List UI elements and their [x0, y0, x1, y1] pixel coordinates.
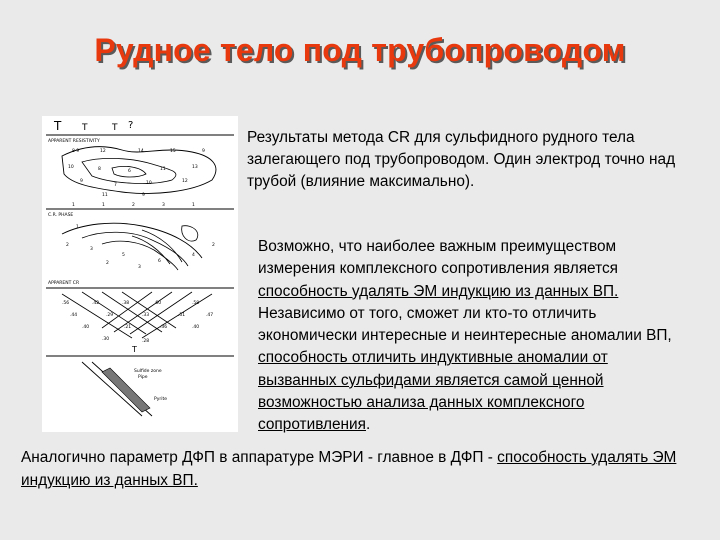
- svg-text:.60: .60: [154, 301, 162, 306]
- paragraph-cr-results: Результаты метода CR для сульфидного рудного тела залегающего под трубопроводом. Один электрод точно над трубой (влияние максимально).: [247, 129, 676, 190]
- svg-text:.44: .44: [70, 313, 78, 318]
- svg-text:?: ?: [128, 120, 134, 131]
- svg-text:1: 1: [76, 225, 79, 230]
- svg-text:6: 6: [158, 259, 161, 264]
- svg-text:9: 9: [80, 179, 83, 184]
- svg-text:.42: .42: [92, 301, 100, 306]
- svg-text:10: 10: [68, 165, 74, 170]
- svg-text:1: 1: [102, 203, 105, 208]
- svg-text:.30: .30: [102, 337, 110, 342]
- slide-title: Рудное тело под трубопроводом: [94, 32, 626, 68]
- pseudosection-figure: [42, 116, 238, 432]
- panel-label-5: Pipe: [138, 375, 148, 380]
- svg-text:7: 7: [114, 183, 117, 188]
- svg-text:3: 3: [138, 265, 141, 270]
- svg-text:.40: .40: [82, 325, 90, 330]
- paragraph-advantages-end: .: [365, 416, 371, 434]
- svg-text:.40: .40: [192, 325, 200, 330]
- paragraph-dfp: [21, 447, 701, 492]
- paragraph-advantages-text-2: Независимо от того, сможет ли кто-то отличить экономически интересные и неинтересные аномалии ВП,: [258, 304, 672, 345]
- svg-text:6: 6: [128, 169, 131, 174]
- svg-text:3: 3: [90, 247, 93, 252]
- svg-text:9: 9: [202, 149, 205, 154]
- svg-text:.21: .21: [124, 325, 132, 330]
- svg-text:T: T: [82, 123, 88, 133]
- svg-text:.33: .33: [142, 313, 150, 318]
- svg-text:11: 11: [102, 193, 108, 198]
- svg-text:.29: .29: [106, 313, 114, 318]
- svg-text:4: 4: [192, 253, 195, 258]
- svg-text:2: 2: [106, 261, 109, 266]
- paragraph-advantages: [258, 236, 688, 437]
- panel-label-6: Pyrite: [154, 397, 168, 402]
- svg-text:.38: .38: [122, 301, 130, 306]
- panel-label-3: APPARENT CR: [48, 281, 80, 286]
- highlight-dfp-ability: способность удалять ЭМ индукцию из данных ВП.: [21, 449, 677, 489]
- paragraph-advantages-text-1: Возможно, что наиболее важным преимуществом измерения комплексного сопротивления является: [258, 238, 618, 278]
- svg-text:8: 8: [98, 167, 101, 172]
- highlight-distinguish-anomalies: способность отличить индуктивные аномалии от вызванных сульфидами является самой ценной возможностью анализа данных комплексного сопротивления: [258, 349, 608, 434]
- svg-text:12: 12: [182, 179, 188, 184]
- panel-label-2: C.R. PHASE: [48, 213, 74, 218]
- pseudosection-diagram: [42, 116, 238, 432]
- svg-text:3: 3: [162, 203, 165, 208]
- svg-text:11: 11: [160, 167, 166, 172]
- paragraph-dfp-text: Аналогично параметр ДФП в аппаратуре МЭРИ - главное в ДФП -: [21, 449, 498, 466]
- svg-text:.47: .47: [206, 313, 214, 318]
- svg-text:.28: .28: [142, 339, 150, 344]
- highlight-remove-em-induction: способность удалять ЭМ индукцию из данных ВП.: [258, 282, 619, 300]
- panel-label-1: APPARENT RESISTIVITY: [48, 139, 100, 144]
- svg-text:1: 1: [192, 203, 195, 208]
- svg-text:9: 9: [142, 193, 145, 198]
- svg-text:T: T: [132, 345, 137, 354]
- svg-text:1: 1: [72, 203, 75, 208]
- panel-label-4: Sulfide zone: [134, 369, 162, 374]
- svg-text:12: 12: [100, 149, 106, 154]
- svg-text:2: 2: [66, 243, 69, 248]
- svg-text:13: 13: [192, 165, 198, 170]
- svg-text:T: T: [112, 123, 118, 133]
- svg-text:.56: .56: [62, 301, 70, 306]
- svg-text:8 9: 8 9: [72, 149, 80, 154]
- svg-text:2: 2: [212, 243, 215, 248]
- svg-text:2: 2: [132, 203, 135, 208]
- svg-text:14: 14: [138, 149, 144, 154]
- svg-text:15: 15: [170, 149, 176, 154]
- svg-text:.36: .36: [160, 325, 168, 330]
- svg-text:T: T: [54, 119, 62, 133]
- svg-text:.58: .58: [192, 301, 200, 306]
- svg-text:5: 5: [122, 253, 125, 258]
- svg-text:.51: .51: [178, 313, 186, 318]
- svg-text:10: 10: [146, 181, 152, 186]
